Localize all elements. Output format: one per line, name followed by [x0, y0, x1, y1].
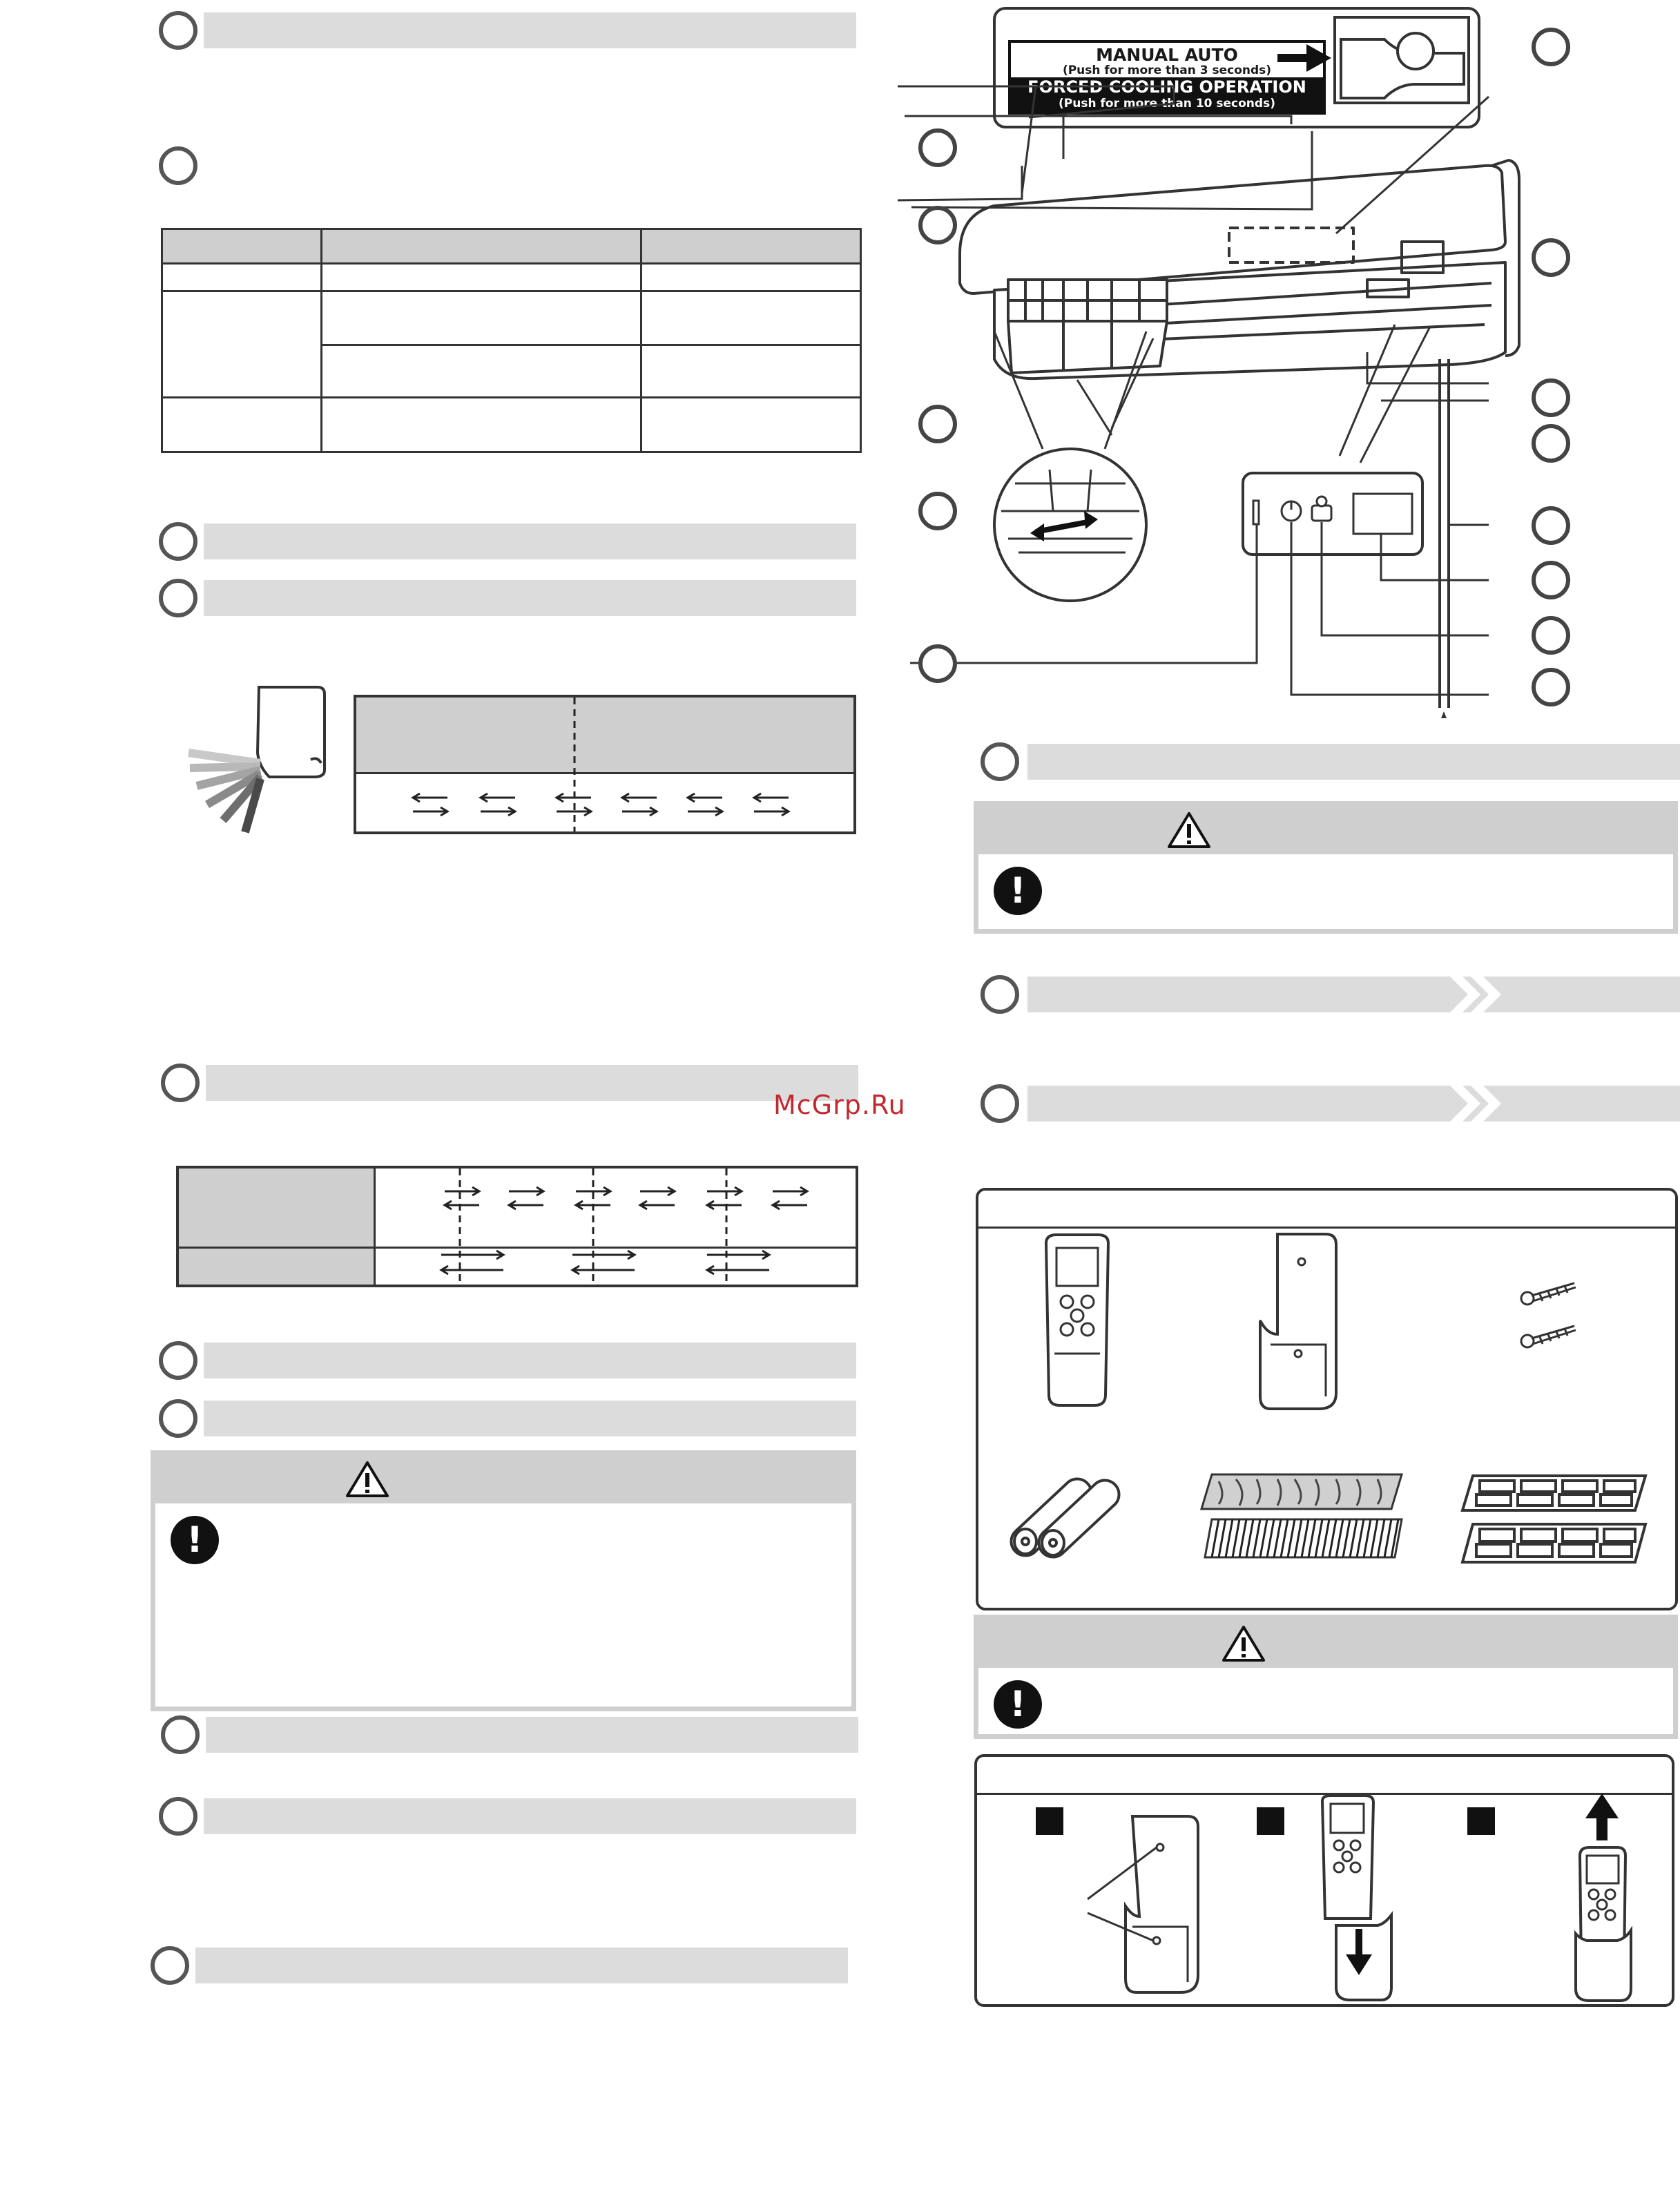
batteries-illustration [1001, 1470, 1132, 1566]
air-cleaning-filter-illustration [1198, 1471, 1405, 1564]
watermark: McGrp.Ru [773, 1090, 906, 1120]
section-bar-r3 [1027, 1086, 1680, 1122]
swing-table [354, 695, 856, 834]
settings-table [161, 228, 862, 453]
callout-circle [1532, 668, 1570, 706]
arrow-right-icon [1277, 43, 1333, 73]
exclamation-circle-icon: ! [171, 1516, 219, 1564]
manual-auto-subtitle: (Push for more than 3 seconds) [1062, 64, 1272, 77]
section-number-circle [151, 1946, 189, 1985]
section-number-circle [159, 146, 197, 185]
section-number-circle [981, 975, 1019, 1014]
section-bar-1 [204, 12, 856, 48]
warning-triangle-icon [345, 1461, 389, 1498]
caution-box [151, 1450, 856, 1711]
double-chevron-icon [1450, 1086, 1505, 1122]
section-number-circle [159, 11, 197, 50]
step-marker [1257, 1807, 1284, 1835]
section-bar-4 [204, 580, 856, 616]
callout-circle [1532, 616, 1570, 655]
double-chevron-icon [1450, 977, 1505, 1012]
section-bar-5 [206, 1065, 858, 1101]
callout-circle [1532, 561, 1570, 599]
section-number-circle [159, 1341, 197, 1380]
section-bar-9 [204, 1798, 856, 1834]
callout-circle [918, 492, 957, 530]
caution-box [974, 801, 1678, 934]
indoor-unit-diagram [953, 124, 1526, 732]
holder-screw-step-illustration [1084, 1802, 1215, 1999]
remote-holder-illustration [1250, 1231, 1346, 1414]
callout-circle [1532, 238, 1570, 277]
section-bar-r2 [1027, 977, 1680, 1012]
exclamation-circle-icon: ! [994, 1680, 1042, 1729]
section-number-circle [159, 1399, 197, 1438]
section-number-circle [981, 742, 1019, 781]
section-bar-8 [206, 1717, 858, 1753]
forced-cooling-subtitle: (Push for more than 10 seconds) [1059, 97, 1275, 110]
callout-circle [918, 405, 957, 443]
filter-frame-illustration [1456, 1472, 1649, 1569]
callout-circle [1532, 28, 1570, 66]
insert-remote-step-illustration [1315, 1794, 1398, 2005]
section-number-circle [159, 1797, 197, 1836]
manual-auto-button-illustration [1333, 15, 1471, 105]
section-number-circle [159, 522, 197, 561]
section-number-circle [161, 1064, 200, 1102]
callout-circle [918, 206, 957, 244]
warning-triangle-icon [1167, 811, 1211, 849]
section-bar-6 [204, 1343, 856, 1378]
callout-circle [918, 644, 957, 683]
section-number-circle [981, 1084, 1019, 1123]
section-bar-3 [204, 523, 856, 559]
section-bar-7 [204, 1401, 856, 1436]
section-number-circle [161, 1715, 200, 1754]
remote-control-illustration [1039, 1233, 1115, 1409]
exclamation-circle-icon: ! [994, 867, 1042, 915]
airflow-direction-illustration [183, 684, 338, 843]
callout-circle [1532, 506, 1570, 545]
swing-pattern-table [176, 1166, 858, 1287]
section-bar-r1 [1027, 744, 1680, 780]
section-bar-10 [195, 1947, 848, 1983]
callout-circle [1532, 424, 1570, 463]
remove-remote-step-illustration [1567, 1792, 1636, 2006]
warning-triangle-icon [1222, 1625, 1266, 1662]
step-marker [1467, 1807, 1495, 1835]
caution-box [974, 1615, 1678, 1739]
step-marker [1036, 1807, 1063, 1835]
callout-circle [918, 128, 957, 167]
section-number-circle [159, 579, 197, 617]
forced-cooling-title: FORCED COOLING OPERATION [1027, 77, 1306, 97]
screws-illustration [1519, 1279, 1581, 1355]
callout-circle [1532, 378, 1570, 417]
manual-auto-title: MANUAL AUTO [1096, 45, 1238, 65]
